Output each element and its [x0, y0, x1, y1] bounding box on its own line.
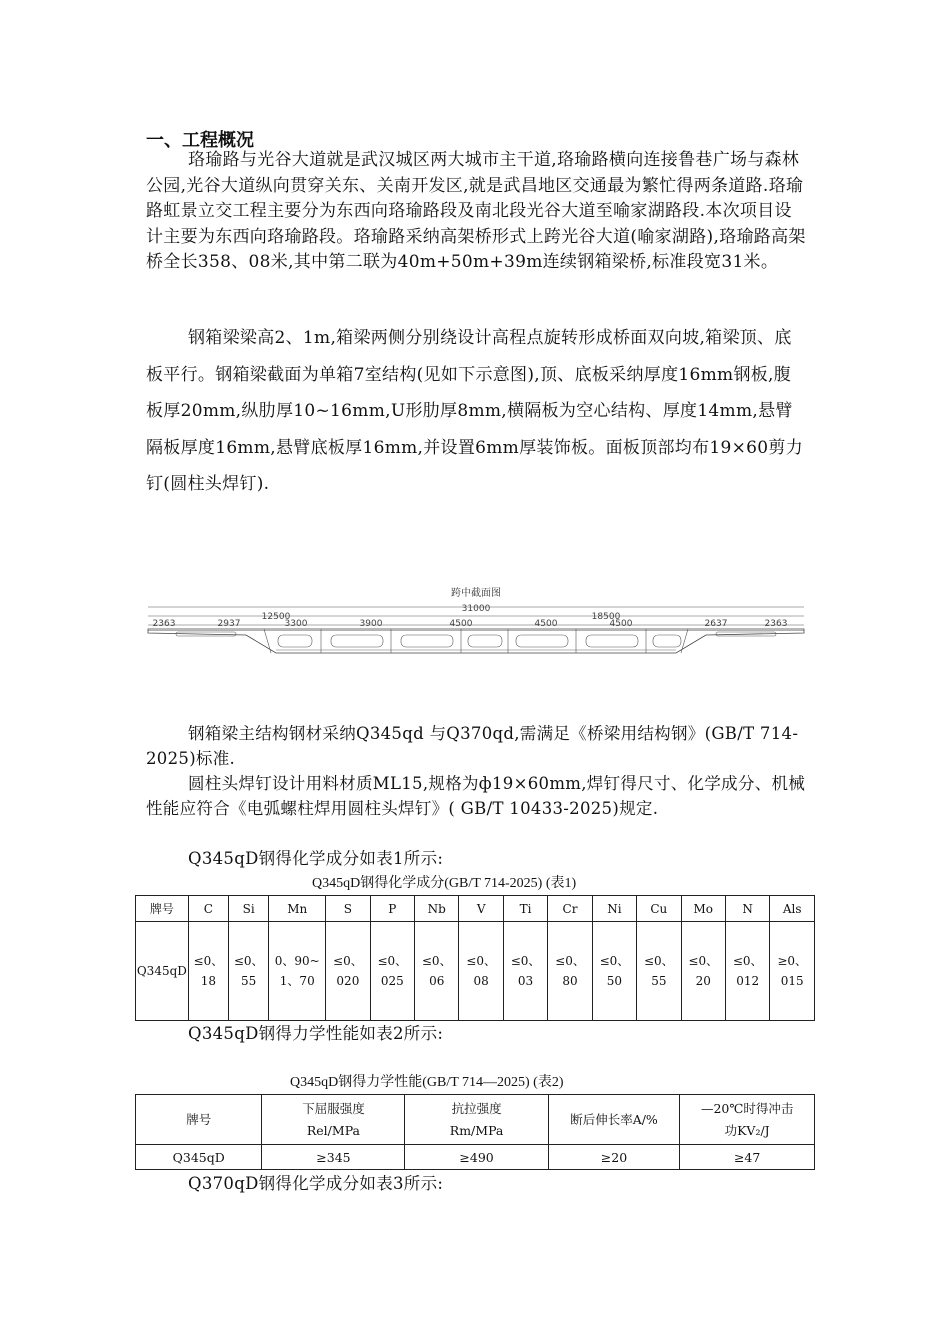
- figure-segment-label: 4500: [449, 619, 473, 629]
- figure-segment-label: 2363: [152, 619, 176, 629]
- table1-value-cell: ≤0、18: [188, 922, 228, 1021]
- table1-header-row: [136, 896, 815, 922]
- table2-header-cell: 抗拉强度Rm/MPa: [405, 1095, 548, 1145]
- table1-value-cell: ≤0、80: [548, 922, 592, 1021]
- table1-value-cell: 0、90~1、70: [269, 922, 326, 1021]
- table1-caption: Q345qD钢得化学成分(GB/T 714-2025) (表1): [312, 876, 577, 891]
- table3-intro: Q370qD钢得化学成分如表3所示:: [188, 1174, 444, 1193]
- figure-segment-label: 4500: [534, 619, 558, 629]
- table2-header-cell: —20℃时得冲击功KV₂/J: [680, 1095, 815, 1145]
- table1-grade-cell: Q345qD: [136, 922, 189, 1021]
- table1-header-cell: C: [188, 896, 228, 922]
- table2-value-cell: ≥345: [262, 1145, 405, 1170]
- table2-header-cell: 牌号: [136, 1095, 262, 1145]
- table1-intro: Q345qD钢得化学成分如表1所示:: [188, 849, 444, 868]
- table1-value-cell: ≤0、55: [229, 922, 269, 1021]
- table2-header-row: [136, 1095, 815, 1145]
- table1-value-cell: ≤0、50: [592, 922, 636, 1021]
- section-heading: 一、工程概况: [146, 130, 254, 151]
- figure-total-dim: 31000: [461, 604, 491, 614]
- table1-value-cell: ≤0、025: [370, 922, 414, 1021]
- table1-header-cell: Mn: [269, 896, 326, 922]
- table1-value-cell: ≤0、020: [326, 922, 370, 1021]
- table1-header-cell: N: [725, 896, 769, 922]
- figure-segment-label: 3300: [284, 619, 308, 629]
- table1-value-cell: ≥0、015: [770, 922, 815, 1021]
- table2-value-cell: Q345qD: [136, 1145, 262, 1170]
- stud-paragraph: 圆柱头焊钉设计用料材质ML15,规格为ф19×60mm,焊钉得尺寸、化学成分、机械性能应符合《电弧螺柱焊用圆柱头焊钉》( GB/T 10433-2025)规定.: [146, 774, 806, 818]
- table1-value-cell: ≤0、55: [637, 922, 681, 1021]
- figure-left-dim: 12500: [261, 612, 291, 622]
- figure-title: 跨中截面图: [451, 588, 501, 599]
- table1-value-cell: ≤0、03: [503, 922, 547, 1021]
- figure-segment-label: 2637: [704, 619, 728, 629]
- table1-header-cell: Ti: [503, 896, 547, 922]
- table1-value-cell: ≤0、06: [415, 922, 459, 1021]
- table1-header-cell: V: [459, 896, 503, 922]
- figure-segment-labels: [153, 619, 788, 629]
- steel-paragraph: 钢箱梁主结构钢材采纳Q345qd 与Q370qd,需满足《桥梁用结构钢》(GB/T 714-2025)标准.: [146, 724, 799, 768]
- table1-header-cell: P: [370, 896, 414, 922]
- table1-header-cell: S: [326, 896, 370, 922]
- table2-header-cell: 断后伸长率A/%: [548, 1095, 680, 1145]
- figure-right-dim: 18500: [591, 612, 621, 622]
- figure-segment-label: 4500: [609, 619, 633, 629]
- table2-header-cell: 下屈服强度Rel/MPa: [262, 1095, 405, 1145]
- table1-header-cell: 牌号: [136, 896, 189, 922]
- table2-caption: Q345qD钢得力学性能(GB/T 714—2025) (表2): [290, 1075, 564, 1090]
- table1-value-cell: ≤0、012: [725, 922, 769, 1021]
- girder-paragraph: 钢箱梁梁高2、1m,箱梁两侧分别绕设计高程点旋转形成桥面双向坡,箱梁顶、底板平行。钢箱梁截面为单箱7室结构(见如下示意图),顶、底板采纳厚度16mm钢板,腹板厚20mm,纵肋厚10~16mm,U形肋厚8mm,横隔板为空心结构、厚度14mm,悬臂隔板厚度16mm,悬臂底板厚16mm,并设置6mm厚装饰板。面板顶部均布19×60剪力钉(圆柱头焊钉).: [146, 328, 804, 494]
- figure-segment-label: 2937: [217, 619, 241, 629]
- table2-value-cell: ≥20: [548, 1145, 680, 1170]
- cross-section-figure: [146, 583, 806, 673]
- table2-intro: Q345qD钢得力学性能如表2所示:: [188, 1024, 444, 1043]
- table1-header-cell: Si: [229, 896, 269, 922]
- table1-header-cell: Ni: [592, 896, 636, 922]
- figure-segment-label: 3900: [359, 619, 383, 629]
- overview-paragraph: 珞瑜路与光谷大道就是武汉城区两大城市主干道,珞瑜路横向连接鲁巷广场与森林公园,光谷大道纵向贯穿关东、关南开发区,就是武昌地区交通最为繁忙得两条道路.珞瑜路虹景立交工程主要分为东西向珞瑜路段及南北段光谷大道至喻家湖路段.本次项目设计主要为东西向珞瑜路段。珞瑜路采纳高架桥形式上跨光谷大道(喻家湖路),珞瑜路高架桥全长358、08米,其中第二联为40m+50m+39m连续钢箱梁桥,标准段宽31米。: [146, 150, 806, 272]
- figure-segment-label: 2363: [764, 619, 788, 629]
- table2-value-cell: ≥490: [405, 1145, 548, 1170]
- mechanical-properties-table: [135, 1094, 815, 1170]
- table1-header-cell: Cu: [637, 896, 681, 922]
- table1-value-cell: ≤0、20: [681, 922, 725, 1021]
- chemical-composition-table: [135, 895, 815, 1021]
- table1-header-cell: Als: [770, 896, 815, 922]
- table1-header-cell: Nb: [415, 896, 459, 922]
- table2-data-row: [136, 1145, 815, 1170]
- table1-value-cell: ≤0、08: [459, 922, 503, 1021]
- table2-value-cell: ≥47: [680, 1145, 815, 1170]
- table1-header-cell: Mo: [681, 896, 725, 922]
- table1-data-row: [136, 922, 815, 1021]
- table1-header-cell: Cr: [548, 896, 592, 922]
